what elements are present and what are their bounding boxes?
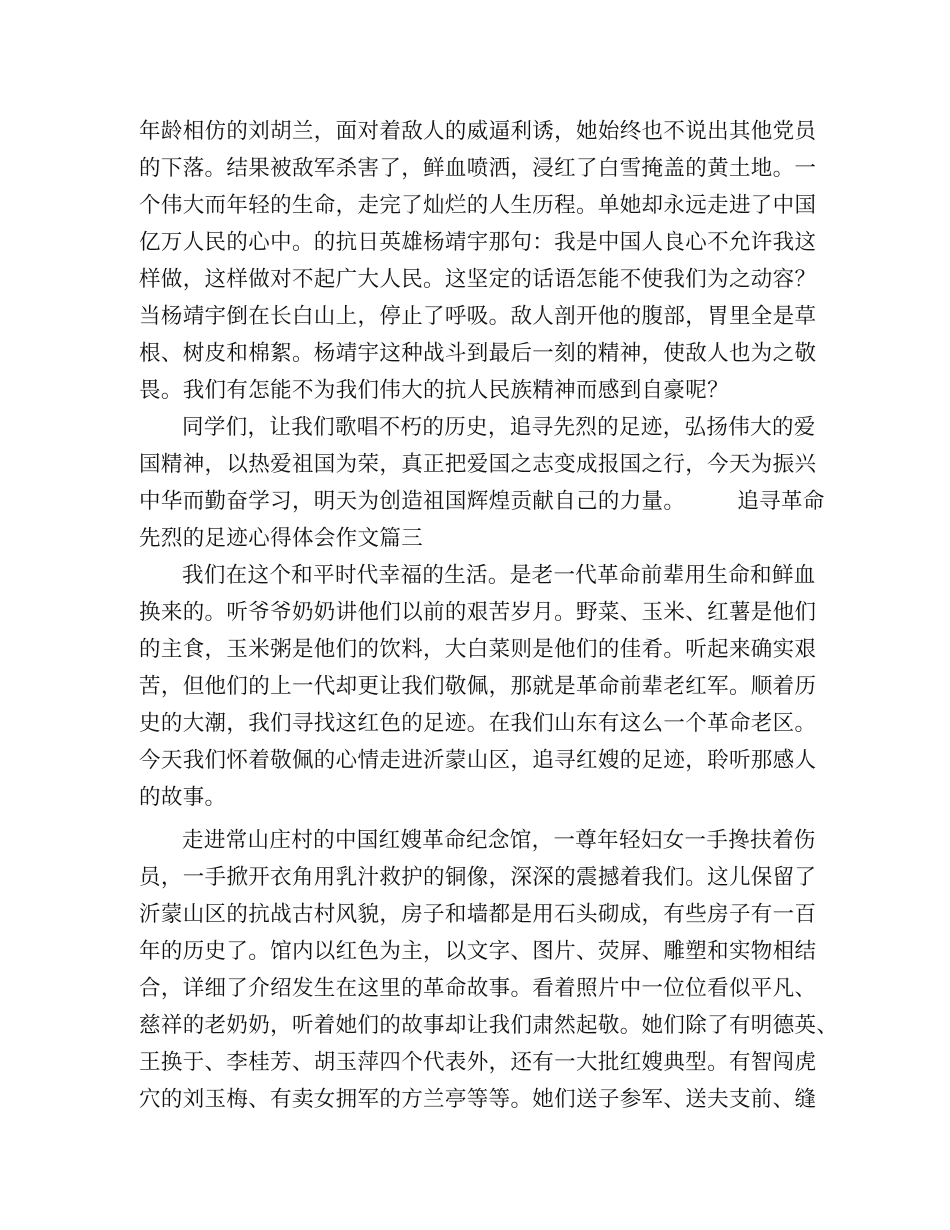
text-line: 沂蒙山区的抗战古村风貌，房子和墙都是用石头砌成，有些房子有一百	[139, 902, 817, 927]
text-line: 的下落。结果被敌军杀害了，鲜血喷洒，浸红了白雪掩盖的黄土地。一	[139, 156, 817, 181]
text-line: 换来的。听爷爷奶奶讲他们以前的艰苦岁月。野菜、玉米、红薯是他们	[139, 600, 817, 625]
text-line: 慈祥的老奶奶，听着她们的故事却让我们肃然起敬。她们除了有明德英、	[139, 1013, 839, 1038]
document-body	[139, 113, 839, 1118]
text-line: 年的历史了。馆内以红色为主，以文字、图片、荧屏、雕塑和实物相结	[139, 939, 817, 964]
text-line-with-heading	[139, 483, 825, 520]
text-line: 王换于、李桂芳、胡玉萍四个代表外，还有一大批红嫂典型。有智闯虎	[139, 1050, 817, 1075]
text-line: 的主食，玉米粥是他们的饮料，大白菜则是他们的佳肴。听起来确实艰	[139, 637, 817, 662]
section-heading: 先烈的足迹心得体会作文篇三	[139, 526, 424, 551]
text-line: 员，一手掀开衣角用乳汁救护的铜像，深深的震撼着我们。这儿保留了	[139, 865, 817, 890]
paragraph-start-line: 走进常山庄村的中国红嫂革命纪念馆，一尊年轻妇女一手搀扶着伤	[182, 828, 816, 853]
text-line: 样做，这样做对不起广大人民。这坚定的话语怎能不使我们为之动容？	[139, 267, 817, 292]
text-line: 史的大潮，我们寻找这红色的足迹。在我们山东有这么一个革命老区。	[139, 711, 817, 736]
text-line: 根、树皮和棉絮。杨靖宇这种战斗到最后一刻的精神，使敌人也为之敬	[139, 341, 817, 366]
paragraph-start-line: 同学们，让我们歌唱不朽的历史，追寻先烈的足迹，弘扬伟大的爱	[182, 415, 816, 440]
text-line: 的故事。	[139, 785, 227, 810]
text-line: 苦，但他们的上一代却更让我们敬佩，那就是革命前辈老红军。顺着历	[139, 674, 817, 699]
section-heading-part: 追寻革命	[737, 489, 825, 514]
text-line: 国精神，以热爱祖国为荣，真正把爱国之志变成报国之行，今天为振兴	[139, 452, 817, 477]
text-segment: 中华而勤奋学习，明天为创造祖国辉煌贡献自己的力量。	[139, 489, 686, 514]
text-line: 今天我们怀着敬佩的心情走进沂蒙山区，追寻红嫂的足迹，聆听那感人	[139, 748, 817, 773]
text-line: 年龄相仿的刘胡兰，面对着敌人的威逼利诱，她始终也不说出其他党员	[139, 119, 817, 144]
text-line: 亿万人民的心中。的抗日英雄杨靖宇那句：我是中国人良心不允许我这	[139, 230, 817, 255]
text-line: 穴的刘玉梅、有卖女拥军的方兰亭等等。她们送子参军、送夫支前、缝	[139, 1087, 817, 1112]
text-line: 合，详细了介绍发生在这里的革命故事。看着照片中一位位看似平凡、	[139, 976, 817, 1001]
text-line: 当杨靖宇倒在长白山上，停止了呼吸。敌人剖开他的腹部，胃里全是草	[139, 304, 817, 329]
paragraph-start-line: 我们在这个和平时代幸福的生活。是老一代革命前辈用生命和鲜血	[182, 563, 816, 588]
text-line: 个伟大而年轻的生命，走完了灿烂的人生历程。单她却永远走进了中国	[139, 193, 817, 218]
text-line: 畏。我们有怎能不为我们伟大的抗人民族精神而感到自豪呢？	[139, 378, 729, 403]
